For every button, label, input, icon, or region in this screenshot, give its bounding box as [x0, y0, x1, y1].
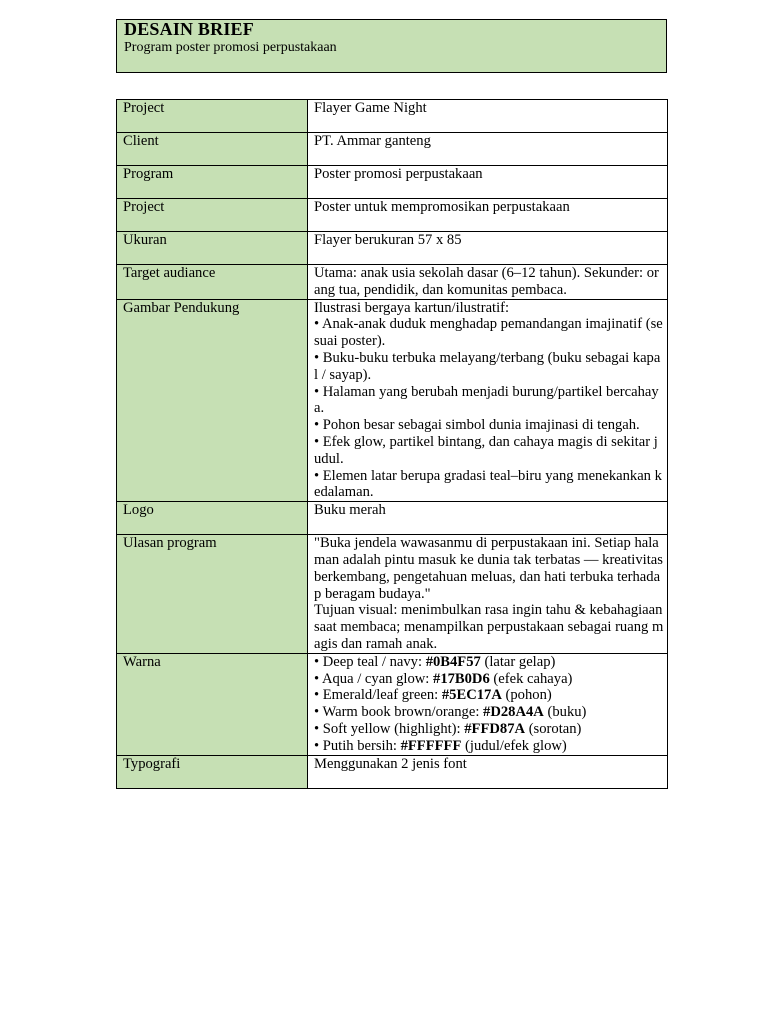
- document-title: DESAIN BRIEF: [124, 19, 254, 39]
- row-label: Logo: [117, 502, 308, 535]
- row-value: Utama: anak usia sekolah dasar (6–12 tahun). Sekunder: orang tua, pendidik, dan komunitas pembaca.: [308, 265, 668, 300]
- row-label: Ukuran: [117, 232, 308, 265]
- row-value: Flayer Game Night: [308, 100, 668, 133]
- row-label: Gambar Pendukung: [117, 299, 308, 502]
- table-row: [117, 299, 668, 502]
- support-image-line: • Buku-buku terbuka melayang/terbang (buku sebagai kapal / sayap).: [314, 349, 661, 383]
- table-row: [117, 133, 668, 166]
- row-label: Warna: [117, 653, 308, 755]
- row-label: Ulasan program: [117, 535, 308, 654]
- table-row: [117, 166, 668, 199]
- program-review-quote: "Buka jendela wawasanmu di perpustakaan ini. Setiap halaman adalah pintu masuk ke dunia tak terbatas — kreativitas berkembang, pengetahuan meluas, dan hati terbuka terhadap beragam budaya.": [314, 535, 663, 602]
- row-value: PT. Ammar ganteng: [308, 133, 668, 166]
- color-item: • Aqua / cyan glow: #17B0D6 (efek cahaya): [314, 670, 573, 687]
- row-label: Program: [117, 166, 308, 199]
- brief-table: [116, 99, 668, 789]
- support-image-line: • Pohon besar sebagai simbol dunia imajinasi di tengah.: [314, 417, 640, 434]
- program-review-goal: Tujuan visual: menimbulkan rasa ingin tahu & kebahagiaan saat membaca; menampilkan perpustakaan sebagai ruang magis dan ramah anak.: [314, 602, 664, 652]
- color-item: • Soft yellow (highlight): #FFD87A (sorotan): [314, 720, 582, 737]
- color-hex: #D28A4A: [483, 704, 544, 721]
- row-value: Poster promosi perpustakaan: [308, 166, 668, 199]
- color-hex: #FFFFFF: [400, 737, 462, 754]
- color-hex: #5EC17A: [441, 687, 502, 704]
- row-value: Menggunakan 2 jenis font: [308, 755, 668, 788]
- row-value: [308, 535, 668, 654]
- color-item: • Putih bersih: #FFFFFF (judul/efek glow): [314, 737, 567, 754]
- support-image-line: • Elemen latar berupa gradasi teal–biru yang menekankan kedalaman.: [314, 467, 662, 501]
- color-hex: #FFD87A: [464, 720, 526, 737]
- document-subtitle: Program poster promosi perpustakaan: [124, 40, 337, 55]
- support-image-line: • Anak-anak duduk menghadap pemandangan imajinatif (sesuai poster).: [314, 316, 663, 350]
- row-value: Buku merah: [308, 502, 668, 535]
- row-label: Client: [117, 133, 308, 166]
- table-row: [117, 502, 668, 535]
- color-item: • Warm book brown/orange: #D28A4A (buku): [314, 704, 587, 721]
- color-hex: #0B4F57: [425, 653, 481, 670]
- support-image-line: Ilustrasi bergaya kartun/ilustratif:: [314, 299, 510, 316]
- row-label: Typografi: [117, 755, 308, 788]
- table-row: [117, 232, 668, 265]
- color-hex: #17B0D6: [433, 670, 490, 687]
- table-row: [117, 199, 668, 232]
- table-row: [117, 535, 668, 654]
- support-image-line: • Halaman yang berubah menjadi burung/partikel bercahaya.: [314, 383, 659, 417]
- row-label: Project: [117, 199, 308, 232]
- row-value: Poster untuk mempromosikan perpustakaan: [308, 199, 668, 232]
- row-value: [308, 299, 668, 502]
- table-row: [117, 265, 668, 300]
- row-label: Project: [117, 100, 308, 133]
- row-value: Flayer berukuran 57 x 85: [308, 232, 668, 265]
- color-item: • Emerald/leaf green: #5EC17A (pohon): [314, 687, 552, 704]
- table-row: [117, 755, 668, 788]
- table-row: [117, 100, 668, 133]
- brief-header: [116, 19, 667, 73]
- support-image-line: • Efek glow, partikel bintang, dan cahaya magis di sekitar judul.: [314, 433, 658, 467]
- row-label: Target audiance: [117, 265, 308, 300]
- table-row: [117, 653, 668, 755]
- row-value: [308, 653, 668, 755]
- color-item: • Deep teal / navy: #0B4F57 (latar gelap): [314, 653, 556, 670]
